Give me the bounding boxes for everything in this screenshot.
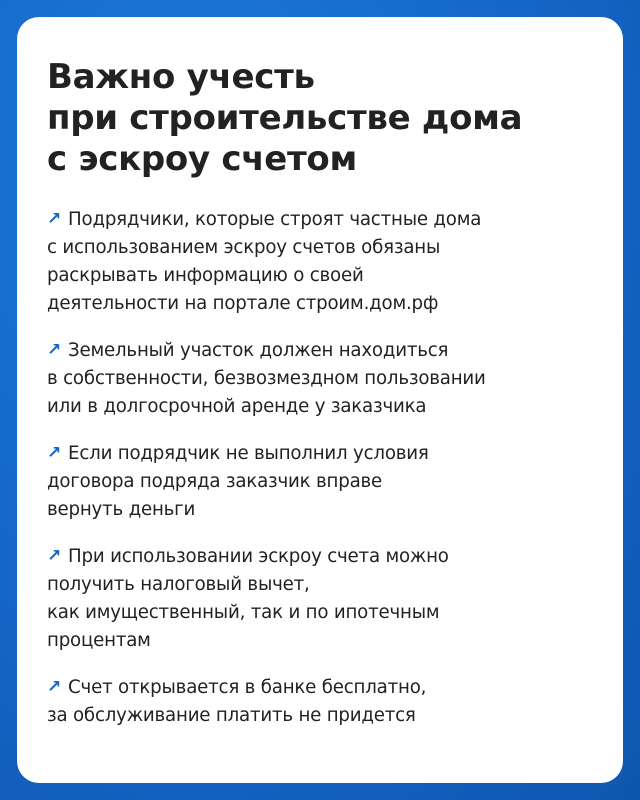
title-line: Важно учесть	[47, 57, 315, 97]
list-item	[47, 674, 593, 730]
item-line: раскрывать информацию о своей	[47, 265, 364, 286]
item-line	[47, 543, 593, 571]
item-line: вернуть деньги	[47, 499, 196, 520]
item-line: процентам	[47, 630, 151, 651]
item-line: за обслуживание платить не придется	[47, 705, 416, 726]
item-line	[47, 206, 593, 234]
arrow-up-right-icon: ↗	[47, 209, 62, 229]
info-card	[17, 17, 623, 783]
page-title	[47, 57, 593, 180]
list-item	[47, 337, 593, 421]
item-line	[47, 674, 593, 702]
arrow-up-right-icon: ↗	[47, 546, 62, 566]
item-line: как имущественный, так и по ипотечным	[47, 602, 440, 623]
item-line: в собственности, безвозмездном пользовании	[47, 368, 486, 389]
arrow-up-right-icon: ↗	[47, 443, 62, 463]
arrow-up-right-icon: ↗	[47, 677, 62, 697]
item-text: Подрядчики, которые строят частные дома	[68, 209, 482, 230]
item-text: При использовании эскроу счета можно	[68, 546, 449, 567]
title-line: с эскроу счетом	[47, 139, 357, 179]
item-line: получить налоговый вычет,	[47, 574, 310, 595]
item-text: Счет открывается в банке бесплатно,	[68, 677, 427, 698]
item-text: Земельный участок должен находиться	[68, 340, 449, 361]
title-line: при строительстве дома	[47, 98, 523, 138]
item-line: договора подряда заказчик вправе	[47, 471, 383, 492]
item-line: или в долгосрочной аренде у заказчика	[47, 396, 427, 417]
list-item	[47, 206, 593, 318]
item-line: с использованием эскроу счетов обязаны	[47, 237, 441, 258]
tips-list	[47, 206, 593, 730]
item-line	[47, 337, 593, 365]
item-text: Если подрядчик не выполнил условия	[68, 443, 429, 464]
item-line	[47, 440, 593, 468]
list-item	[47, 440, 593, 524]
item-line: деятельности на портале строим.дом.рф	[47, 293, 439, 314]
arrow-up-right-icon: ↗	[47, 340, 62, 360]
list-item	[47, 543, 593, 655]
